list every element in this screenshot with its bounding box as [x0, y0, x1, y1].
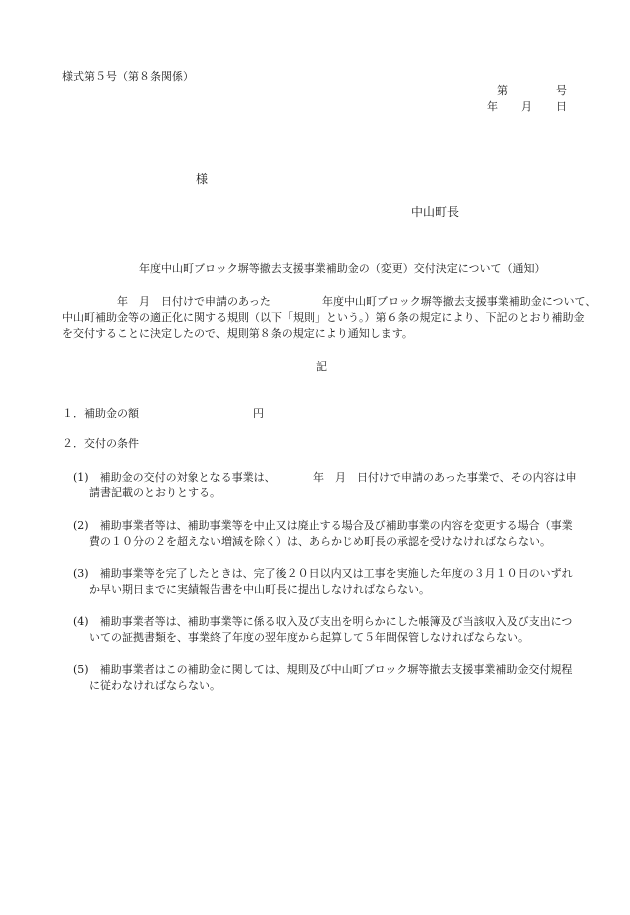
- section1-unit: 円: [253, 407, 264, 420]
- condition-4-line2: いての証拠書類を、事業終了年度の翌年度から起算して５年間保管しなければならない。: [89, 631, 529, 644]
- date-year: 年: [487, 100, 498, 113]
- section1-label: １．補助金の額: [62, 407, 139, 420]
- addressee-sama: 様: [196, 172, 209, 186]
- body-line3: を交付することに決定したので、規則第８条の規定により通知します。: [62, 327, 413, 340]
- doc-number-dai: 第: [497, 84, 508, 97]
- condition-4-line1: (4) 補助事業者等は、補助事業等に係る収入及び支出を明らかにした帳簿及び当該収入及び支出につ: [73, 615, 573, 628]
- condition-3-line1: (3) 補助事業等を完了したときは、完了後２０日以内又は工事を実施した年度の３月１０日のいずれ: [73, 567, 573, 580]
- condition-2-line2: 費の１０分の２を超えない増減を除く）は、あらかじめ町長の承認を受けなければならない。: [89, 535, 551, 548]
- condition-5-line1: (5) 補助事業者はこの補助金に関しては、規則及び中山町ブロック塀等撤去支援事業補助金交付規程: [73, 663, 573, 676]
- ki-mark: 記: [316, 360, 327, 373]
- doc-number-go: 号: [556, 84, 567, 97]
- condition-1-line2: 請書記載のとおりとする。: [89, 486, 221, 499]
- condition-3-line2: か早い期日までに実績報告書を中山町長に提出しなければならない。: [89, 583, 430, 596]
- date-month: 月: [521, 100, 532, 113]
- body-line1-a: 年 月 日付けで申請のあった: [117, 295, 271, 308]
- form-label: 様式第５号（第８条関係）: [62, 70, 194, 83]
- condition-5-line2: に従わなければならない。: [89, 679, 221, 692]
- body-line1-b: 年度中山町ブロック塀等撤去支援事業補助金について、: [322, 295, 597, 308]
- section2-label: ２．交付の条件: [62, 437, 139, 450]
- body-line2: 中山町補助金等の適正化に関する規則（以下「規則」という。）第６条の規定により、下記のとおり補助金: [62, 311, 585, 324]
- date-day: 日: [556, 100, 567, 113]
- document-title: 年度中山町ブロック塀等撤去支援事業補助金の（変更）交付決定について（通知）: [139, 262, 546, 275]
- condition-1-line1-b: 年 月 日付けで申請のあった事業で、その内容は申: [313, 471, 577, 484]
- issuer: 中山町長: [411, 205, 460, 219]
- condition-2-line1: (2) 補助事業者等は、補助事業等を中止又は廃止する場合及び補助事業の内容を変更する場合（事業: [73, 519, 573, 532]
- condition-1-line1-a: (1) 補助金の交付の対象となる事業は、: [73, 471, 276, 484]
